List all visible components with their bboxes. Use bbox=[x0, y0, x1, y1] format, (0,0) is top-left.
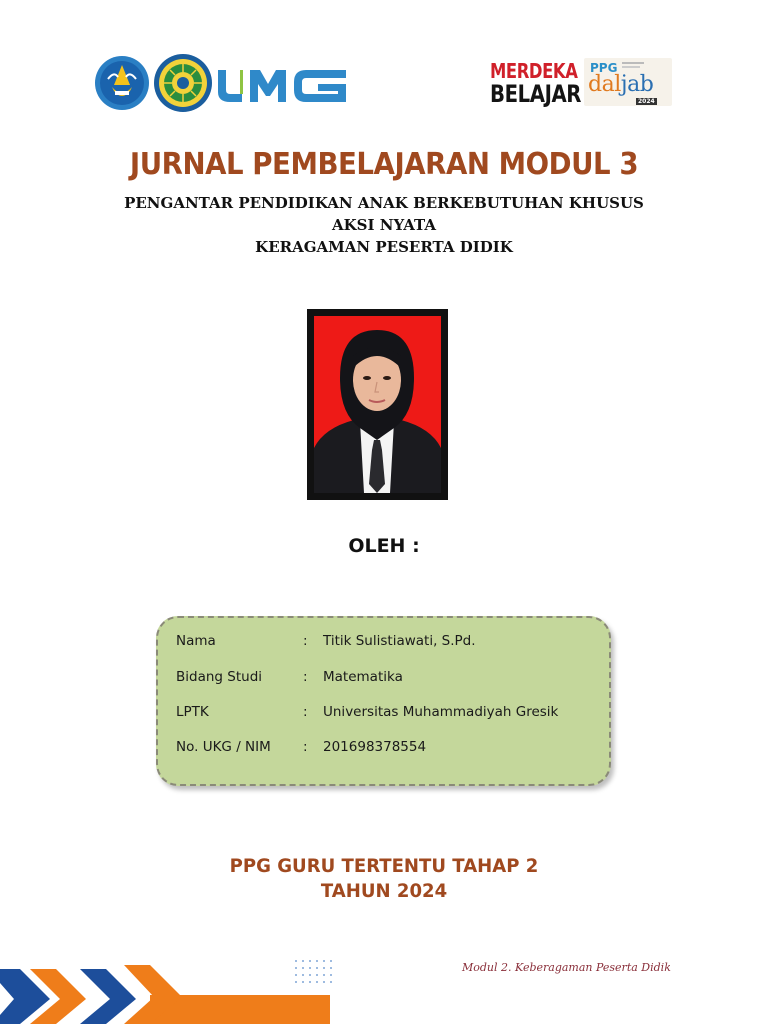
author-heading: OLEH : bbox=[348, 535, 420, 557]
subtitle-topic: KERAGAMAN PESERTA DIDIK bbox=[255, 238, 513, 256]
footer-module-note: Modul 2. Keberagaman Peserta Didik bbox=[462, 961, 671, 974]
umg-seal-logo bbox=[153, 53, 213, 113]
footer-decoration bbox=[0, 955, 340, 1024]
info-label: Nama bbox=[176, 633, 216, 649]
author-info-box bbox=[156, 616, 611, 786]
info-colon: : bbox=[303, 739, 308, 755]
info-value-name: Titik Sulistiawati, S.Pd. bbox=[323, 633, 476, 649]
portrait-photo-frame bbox=[307, 309, 448, 500]
document-title: JURNAL PEMBELAJARAN MODUL 3 bbox=[129, 147, 639, 182]
portrait-photo bbox=[314, 316, 441, 493]
daljab-text: daljab bbox=[588, 72, 654, 97]
info-label: LPTK bbox=[176, 704, 209, 720]
info-label: Bidang Studi bbox=[176, 669, 263, 685]
ppg-daljab-logo bbox=[584, 58, 672, 106]
info-colon: : bbox=[303, 704, 308, 720]
umg-wordmark-logo bbox=[214, 66, 350, 106]
info-label: No. UKG / NIM bbox=[176, 739, 271, 755]
tut-wuri-handayani-logo bbox=[94, 55, 150, 111]
ppg-year-badge: 2024 bbox=[638, 98, 655, 105]
info-value-subject: Matematika bbox=[323, 669, 403, 685]
merdeka-belajar-logo bbox=[490, 59, 582, 108]
info-value-lptk: Universitas Muhammadiyah Gresik bbox=[323, 704, 559, 720]
subtitle-activity: AKSI NYATA bbox=[331, 216, 436, 234]
ppg-text: PPG bbox=[590, 61, 618, 75]
program-title: PPG GURU TERTENTU TAHAP 2 bbox=[229, 855, 539, 877]
info-value-nim: 201698378554 bbox=[323, 739, 427, 755]
info-colon: : bbox=[303, 633, 308, 649]
belajar-text: BELAJAR bbox=[490, 80, 582, 108]
program-year: TAHUN 2024 bbox=[320, 880, 448, 902]
merdeka-text: MERDEKA bbox=[490, 59, 578, 83]
subtitle-course: PENGANTAR PENDIDIKAN ANAK BERKEBUTUHAN KHUSUS bbox=[124, 194, 644, 212]
info-colon: : bbox=[303, 669, 308, 685]
